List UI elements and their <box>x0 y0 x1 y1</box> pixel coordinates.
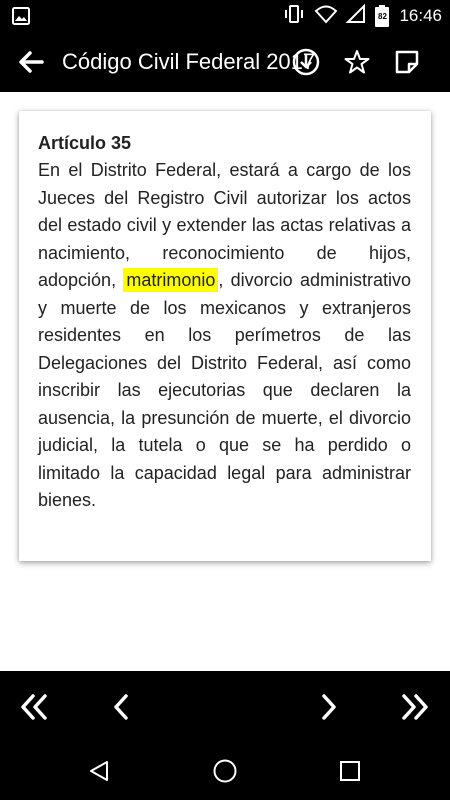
page-title: Código Civil Federal 2017 <box>62 49 316 74</box>
article-body <box>38 157 411 515</box>
note-icon[interactable] <box>389 44 425 80</box>
home-circle-icon[interactable] <box>210 756 240 786</box>
recents-square-icon[interactable] <box>335 756 365 786</box>
system-navigation-bar <box>0 744 450 800</box>
vibrate-icon <box>283 5 305 28</box>
battery-level: 82 <box>378 12 387 21</box>
battery-icon <box>375 5 389 27</box>
highlighted-term[interactable]: matrimonio <box>123 268 218 292</box>
image-notification-icon <box>12 7 30 30</box>
article-text-before: En el Distrito Federal, estará a cargo de los Jueces del Registro Civil autorizar los actos del estado civil y extender las actas relativas a nacimiento, reconocimiento de hijos, adopción, <box>38 160 411 290</box>
article-text-after: , divorcio administrativo y muerte de los mexicanos y extranjeros residentes en los perímetros de las Delegaciones del Distrito Federal, así como inscribir las ejecutorias que declaren la ausencia, la presunción de muerte, el divorcio judicial, la tutela o que se ha perdido o limitado la capacidad legal para administrar bienes. <box>38 270 411 510</box>
article-heading: Artículo 35 <box>38 133 132 153</box>
next-article-icon[interactable] <box>311 689 347 725</box>
article-card <box>19 111 431 561</box>
first-article-icon[interactable] <box>16 689 52 725</box>
back-triangle-icon[interactable] <box>84 756 114 786</box>
download-icon[interactable] <box>288 44 324 80</box>
star-icon[interactable] <box>339 44 375 80</box>
wifi-icon <box>315 5 337 28</box>
article-navigation-bar <box>0 671 450 744</box>
signal-icon <box>347 5 365 28</box>
last-article-icon[interactable] <box>397 689 433 725</box>
back-arrow-icon[interactable] <box>14 45 48 79</box>
status-bar <box>0 0 450 32</box>
previous-article-icon[interactable] <box>103 689 139 725</box>
clock: 16:46 <box>399 6 442 25</box>
app-bar <box>0 32 450 92</box>
